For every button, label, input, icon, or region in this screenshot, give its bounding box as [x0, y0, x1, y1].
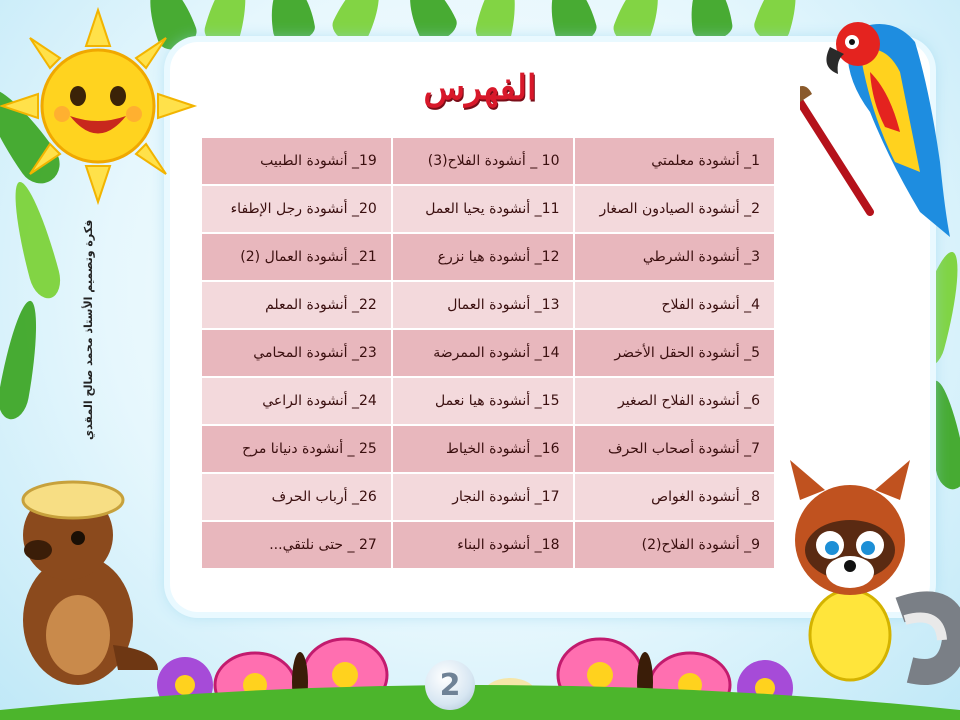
- index-entry: 15_ أنشودة هيا نعمل: [392, 377, 575, 425]
- index-row: [201, 425, 775, 473]
- index-entry: 27 _ حتى نلتقي...: [201, 521, 392, 569]
- index-entry: 24_ أنشودة الراعي: [201, 377, 392, 425]
- index-entry: 6_ أنشودة الفلاح الصغير: [574, 377, 775, 425]
- index-row: [201, 233, 775, 281]
- index-entry: 9_ أنشودة الفلاح(2): [574, 521, 775, 569]
- index-entry: 2_ أنشودة الصيادون الصغار: [574, 185, 775, 233]
- index-row: [201, 377, 775, 425]
- index-entry: 13_ أنشودة العمال: [392, 281, 575, 329]
- index-entry: 20_ أنشودة رجل الإطفاء: [201, 185, 392, 233]
- index-row: [201, 137, 775, 185]
- index-entry: 18_ أنشودة البناء: [392, 521, 575, 569]
- index-row: [201, 473, 775, 521]
- index-entry: 4_ أنشودة الفلاح: [574, 281, 775, 329]
- index-row: [201, 281, 775, 329]
- index-entry: 22_ أنشودة المعلم: [201, 281, 392, 329]
- index-entry: 12_ أنشودة هيا نزرع: [392, 233, 575, 281]
- page-title: الفهرس: [423, 68, 537, 108]
- butterfly-flowers-illustration: [0, 590, 960, 720]
- index-entry: 7_ أنشودة أصحاب الحرف: [574, 425, 775, 473]
- page-number-badge: 2: [425, 660, 475, 710]
- index-row: [201, 185, 775, 233]
- index-entry: 10 _ أنشودة الفلاح(3): [392, 137, 575, 185]
- author-credit: فكرة وتصميم الأستاذ محمد صالح المقدي: [82, 219, 95, 441]
- sun-illustration: [0, 6, 198, 206]
- index-entry: 16_ أنشودة الخياط: [392, 425, 575, 473]
- index-entry: 26_ أرباب الحرف: [201, 473, 392, 521]
- index-entry: 21_ أنشودة العمال (2): [201, 233, 392, 281]
- index-row: [201, 329, 775, 377]
- index-entry: 1_ أنشودة معلمتي: [574, 137, 775, 185]
- parrot-illustration: [800, 12, 960, 242]
- index-entry: 14_ أنشودة الممرضة: [392, 329, 575, 377]
- index-entry: 17_ أنشودة النجار: [392, 473, 575, 521]
- index-entry: 5_ أنشودة الحقل الأخضر: [574, 329, 775, 377]
- index-entry: 11_ أنشودة يحيا العمل: [392, 185, 575, 233]
- index-entry: 19_ أنشودة الطبيب: [201, 137, 392, 185]
- index-row: [201, 521, 775, 569]
- index-table: [200, 136, 776, 570]
- index-entry: 25 _ أنشودة دنيانا مرح: [201, 425, 392, 473]
- index-entry: 3_ أنشودة الشرطي: [574, 233, 775, 281]
- index-entry: 23_ أنشودة المحامي: [201, 329, 392, 377]
- index-entry: 8_ أنشودة الغواص: [574, 473, 775, 521]
